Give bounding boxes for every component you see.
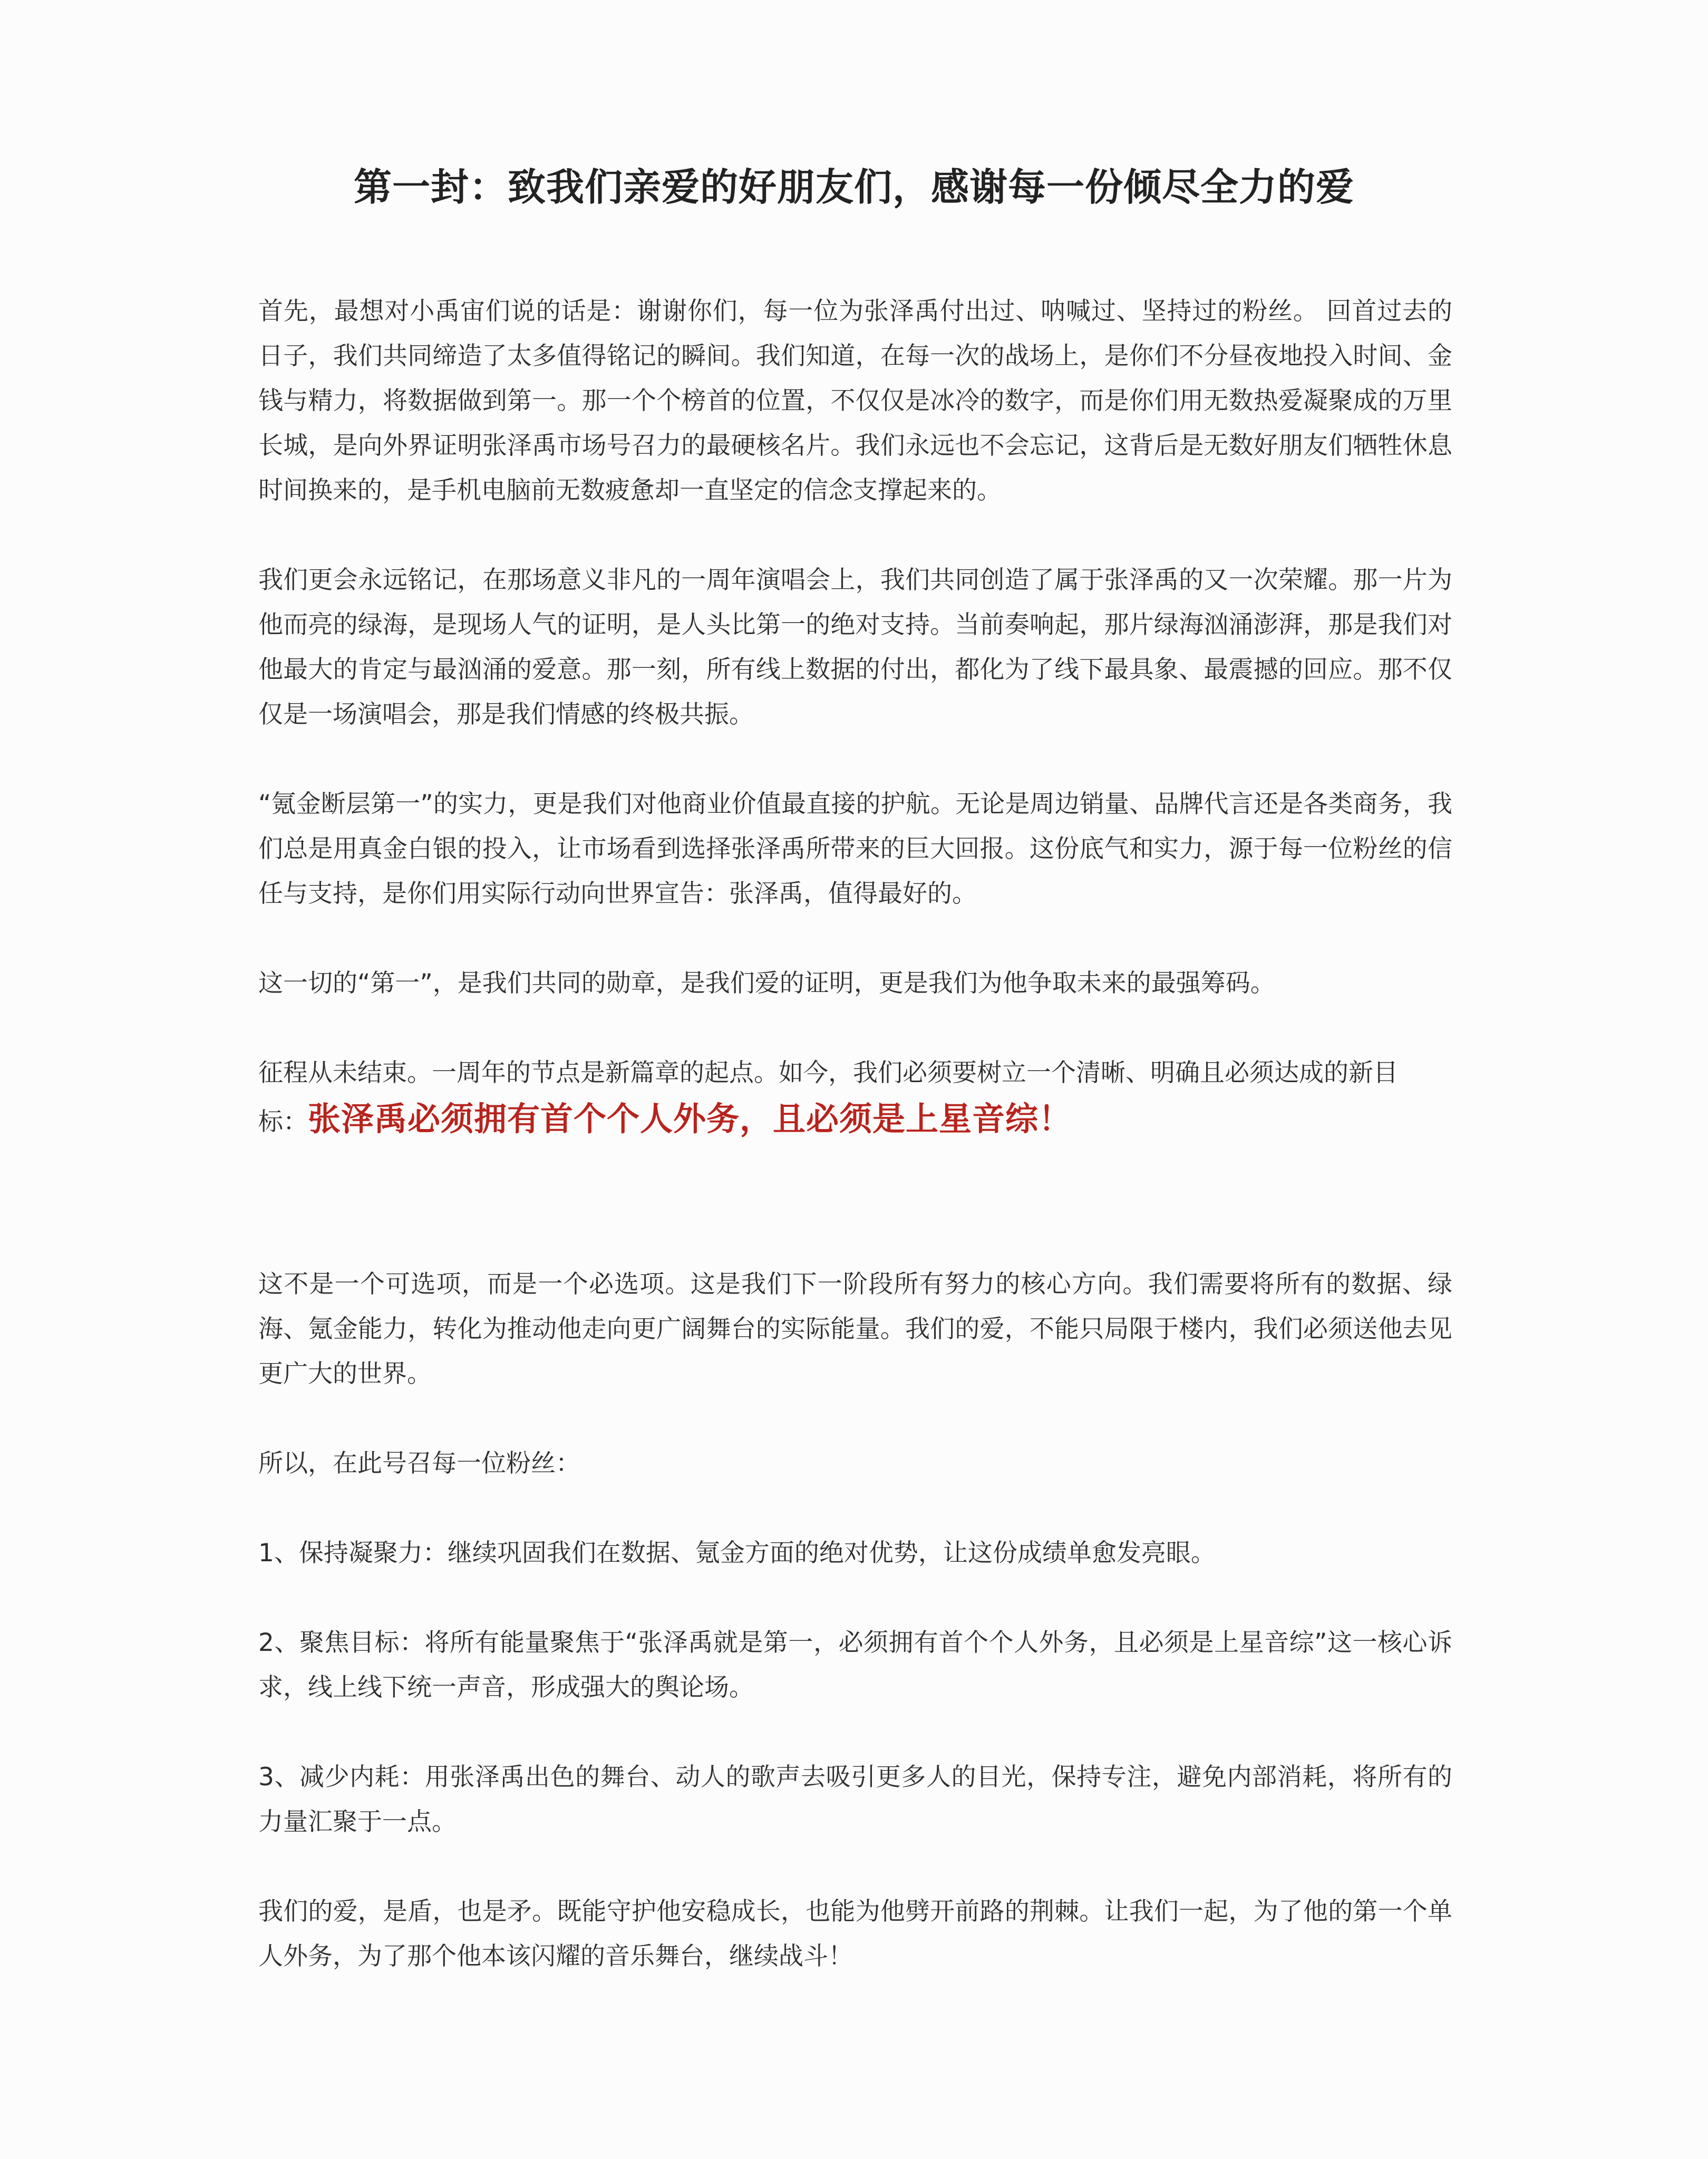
goal-prefix: 标： (258, 1107, 308, 1136)
paragraph-medal: 这一切的“第一”，是我们共同的勋章，是我们爱的证明，更是我们为他争取未来的最强筹码。 (258, 969, 1275, 998)
goal-statement (258, 1051, 1452, 1146)
paragraph-concert: 我们更会永远铭记，在那场意义非凡的一周年演唱会上，我们共同创造了属于张泽禹的又一次荣耀。那一片为他而亮的绿海，是现场人气的证明，是人头比第一的绝对支持。当前奏响起，那片绿海汹涌澎湃，那是我们对他最大的肯定与最汹涌的爱意。那一刻，所有线上数据的付出，都化为了线下最具象、最震撼的回应。那不仅仅是一场演唱会，那是我们情感的终极共振。 (258, 566, 1452, 729)
paragraph-commercial: “氪金断层第一”的实力，更是我们对他商业价值最直接的护航。无论是周边销量、品牌代言还是各类商务，我们总是用真金白银的投入，让市场看到选择张泽禹所带来的巨大回报。这份底气和实力，源于每一位粉丝的信任与支持，是你们用实际行动向世界宣告：张泽禹，值得最好的。 (258, 790, 1452, 908)
goal-line (258, 1095, 1452, 1146)
list-item-cohesion: 1、保持凝聚力：继续巩固我们在数据、氪金方面的绝对优势，让这份成绩单愈发亮眼。 (258, 1539, 1216, 1568)
list-item-reduce-friction: 3、减少内耗：用张泽禹出色的舞台、动人的歌声去吸引更多人的目光，保持专注，避免内部消耗，将所有的力量汇聚于一点。 (258, 1763, 1452, 1836)
paragraph-closing: 我们的爱，是盾，也是矛。既能守护他安稳成长，也能为他劈开前路的荆棘。让我们一起，为了他的第一个单人外务，为了那个他本该闪耀的音乐舞台，继续战斗！ (258, 1897, 1452, 1971)
document-title: 第一封：致我们亲爱的好朋友们，感谢每一份倾尽全力的爱 (353, 165, 1354, 209)
goal-intro: 征程从未结束。一周年的节点是新篇章的起点。如今，我们必须要树立一个清晰、明确且必须达成的新目 (258, 1058, 1398, 1087)
paragraph-call-to-fans: 所以，在此号召每一位粉丝： (258, 1449, 580, 1478)
goal-highlight: 张泽禹必须拥有首个个人外务，且必须是上星音综！ (308, 1100, 1072, 1138)
paragraph-thanks: 首先，最想对小禹宙们说的话是：谢谢你们，每一位为张泽禹付出过、呐喊过、坚持过的粉丝。 回首过去的日子，我们共同缔造了太多值得铭记的瞬间。我们知道，在每一次的战场上，是你们不分昼夜地投入时间、金钱与精力，将数据做到第一。那一个个榜首的位置，不仅仅是冰冷的数字，而是你们用无数热爱凝聚成的万里长城，是向外界证明张泽禹市场号召力的最硬核名片。我们永远也不会忘记，这背后是无数好朋友们牺牲休息时间换来的，是手机电脑前无数疲惫却一直坚定的信念支撑起来的。 (258, 297, 1452, 505)
document-body (258, 289, 1452, 1979)
paragraph-core-direction: 这不是一个可选项，而是一个必选项。这是我们下一阶段所有努力的核心方向。我们需要将所有的数据、绿海、氪金能力，转化为推动他走向更广阔舞台的实际能量。我们的爱，不能只局限于楼内，我们必须送他去见更广大的世界。 (258, 1270, 1452, 1388)
list-item-focus: 2、聚焦目标：将所有能量聚焦于“张泽禹就是第一，必须拥有首个个人外务，且必须是上星音综”这一核心诉求，线上线下统一声音，形成强大的舆论场。 (258, 1628, 1452, 1702)
